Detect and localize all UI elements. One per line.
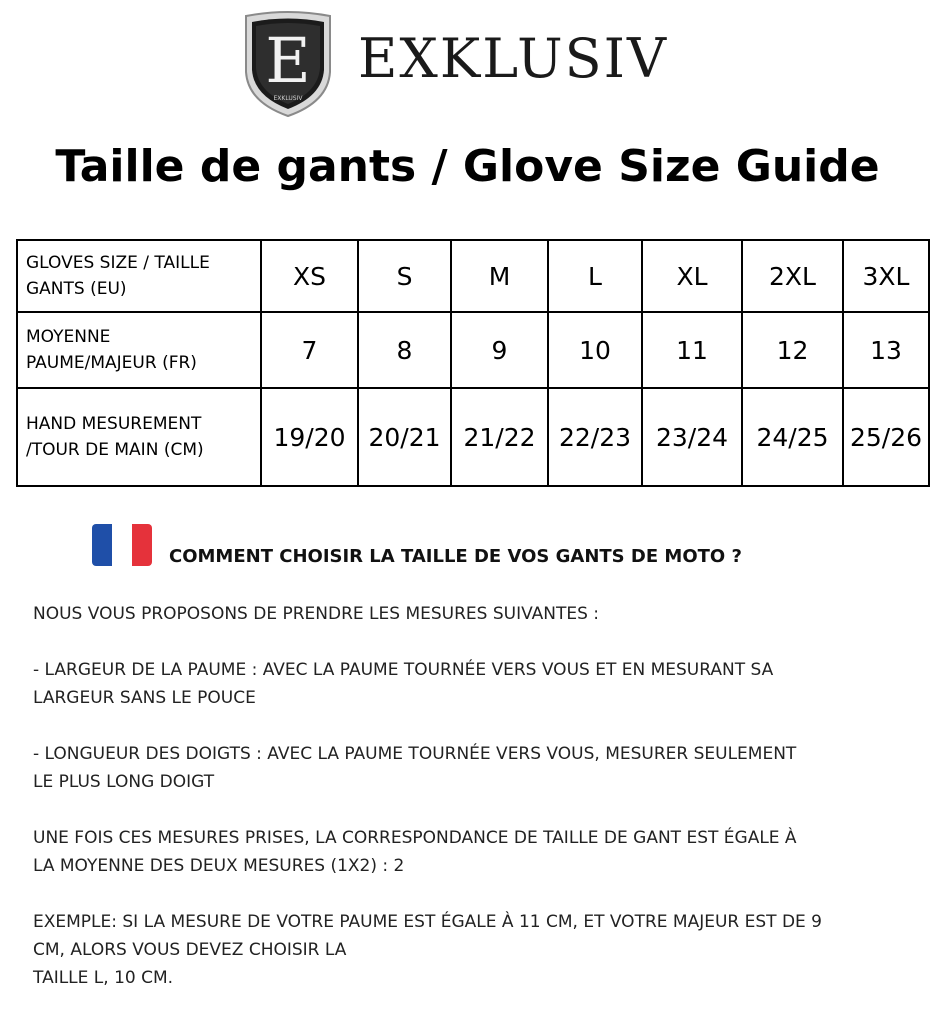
row-header [17,240,261,312]
table-cell: 7 [261,312,358,388]
table-cell: S [358,240,451,312]
paragraph [33,600,913,628]
flag-band [132,524,152,566]
flag-band [112,524,132,566]
table-cell: 13 [843,312,929,388]
section-title: COMMENT CHOISIR LA TAILLE DE VOS GANTS DE MOTO ? [169,546,742,567]
paragraph [33,824,913,880]
table-cell: 25/26 [843,388,929,486]
table-row-size [17,240,929,312]
french-flag-icon [92,524,152,566]
paragraph [33,740,913,796]
row-header-line: GLOVES SIZE / TAILLE [26,252,210,273]
svg-text:EXKLUSIV: EXKLUSIV [273,95,303,102]
table-cell: L [548,240,642,312]
flag-band [92,524,112,566]
table-row-average [17,312,929,388]
table-cell: 11 [642,312,742,388]
row-header [17,312,261,388]
paragraph [33,656,913,712]
table-cell: 22/23 [548,388,642,486]
row-header-line: HAND MESUREMENT [26,413,202,434]
table-cell: 9 [451,312,548,388]
size-table [16,239,930,487]
text-line: - LARGEUR DE LA PAUME : AVEC LA PAUME TOURNÉE VERS VOUS ET EN MESURANT SA [33,660,774,680]
brand-name: EXKLUSIV [358,27,668,90]
text-line: LE PLUS LONG DOIGT [33,772,215,792]
page-title: Taille de gants / Glove Size Guide [55,141,880,192]
text-line: EXEMPLE: SI LA MESURE DE VOTRE PAUME EST ÉGALE À 11 CM, ET VOTRE MAJEUR EST DE 9 [33,912,822,932]
row-header-line: GANTS (EU) [26,279,127,299]
table-cell: XS [261,240,358,312]
table-cell: 12 [742,312,843,388]
row-header-line: PAUME/MAJEUR (FR) [26,353,197,373]
table-cell: M [451,240,548,312]
text-line: TAILLE L, 10 CM. [33,968,174,988]
table-cell: 23/24 [642,388,742,486]
text-line: LA MOYENNE DES DEUX MESURES (1X2) : 2 [33,856,405,876]
instructions [33,600,913,992]
section-header [92,524,912,568]
table-cell: 8 [358,312,451,388]
text-line: CM, ALORS VOUS DEVEZ CHOISIR LA [33,940,347,960]
table-cell: 19/20 [261,388,358,486]
paragraph [33,908,913,992]
row-header [17,388,261,486]
row-header-line: /TOUR DE MAIN (CM) [26,440,204,460]
text-line: LARGEUR SANS LE POUCE [33,688,256,708]
text-line: UNE FOIS CES MESURES PRISES, LA CORRESPONDANCE DE TAILLE DE GANT EST ÉGALE À [33,828,797,848]
table-cell: 20/21 [358,388,451,486]
table-cell: 24/25 [742,388,843,486]
table-cell: 21/22 [451,388,548,486]
table-cell: XL [642,240,742,312]
table-cell: 2XL [742,240,843,312]
table-row-measurement [17,388,929,486]
brand-logo [240,10,700,120]
table-cell: 10 [548,312,642,388]
text-line: - LONGUEUR DES DOIGTS : AVEC LA PAUME TOURNÉE VERS VOUS, MESURER SEULEMENT [33,744,797,764]
table-cell: 3XL [843,240,929,312]
text-line: NOUS VOUS PROPOSONS DE PRENDRE LES MESURES SUIVANTES : [33,604,600,624]
svg-text:E: E [265,24,311,97]
row-header-line: MOYENNE [26,326,111,347]
shield-logo-icon [240,10,336,118]
